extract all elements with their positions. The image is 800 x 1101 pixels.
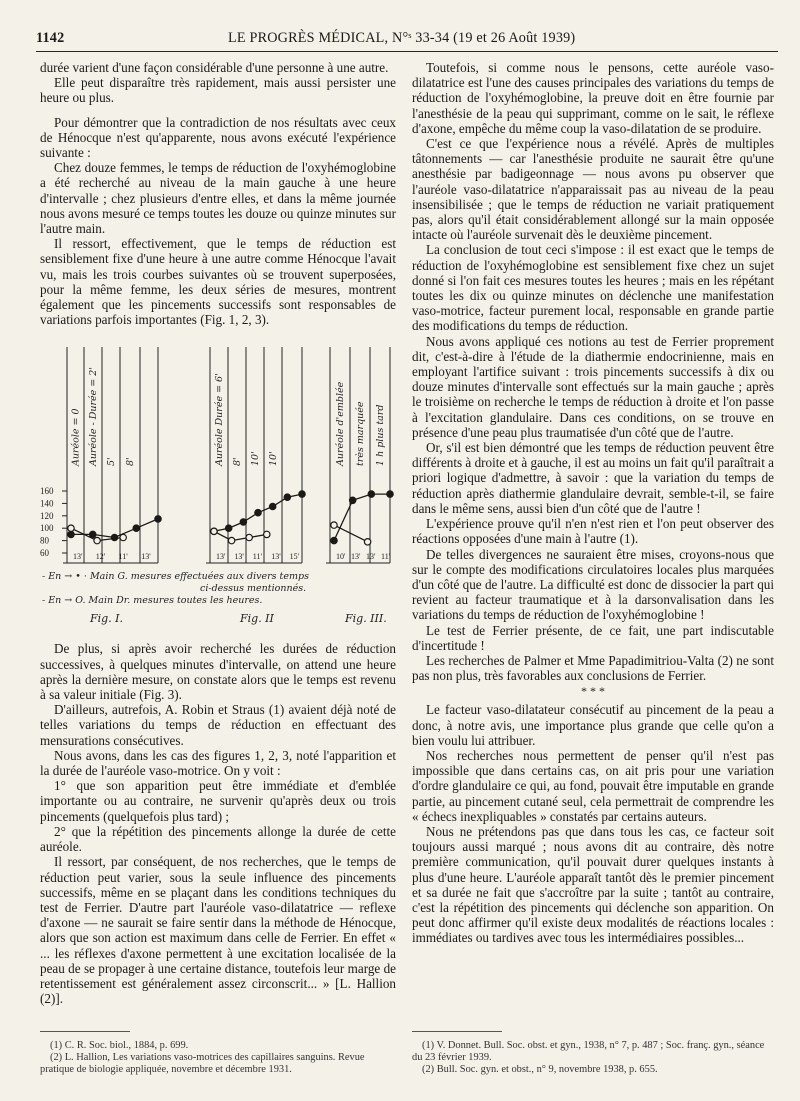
point-main-g (90, 532, 96, 538)
figure-annotation: très marquée (355, 401, 366, 467)
time-label: 13' (216, 552, 226, 562)
time-label: 13' (366, 552, 376, 562)
page-number: 1142 (36, 30, 65, 46)
paragraph: De telles divergences ne sauraient être mises, croyons-nous que sur le compte des modifications circulatoires locales plus marquées d'un côté que de l'autre. La difficulté est donc de dissocier la part qui revient au facteur traumatique et à la darsonvalisation dans les variations du temps de réduction de l'oxyhémoglobine ! (412, 546, 774, 623)
paragraph: Toutefois, si comme nous le pensons, cette auréole vaso-dilatatrice est l'une des causes principales des variations du temps de réduction de l'oxyhémoglobine, la preuve doit en être fournie par l'anesthésie de la peau qui supprimant, comme on le sait, le réflexe d'axone, empêche du même coup la vaso-dilatation de se produire. (412, 60, 774, 136)
legend-main-g: - En → • · Main G. mesures effectuées aux divers temps (42, 571, 309, 583)
point-main-dr (364, 539, 370, 545)
right-column (412, 60, 774, 946)
point-main-dr (68, 525, 74, 531)
journal-title: LE PROGRÈS MÉDICAL, N°ˢ 33-34 (19 et 26 Août 1939) (228, 30, 576, 46)
paragraph: Il ressort, effectivement, que le temps de réduction est sensiblement fixe d'une heure à une autre comme Hénocque l'avait vu, mais les trois courbes suivantes où se trouvent superposées, pour la même femme, les deux séries de mesures, montrent également que les pincements successifs sont responsables de variations parfois importantes (Fig. 1, 2, 3). (40, 236, 396, 328)
paragraph: D'ailleurs, autrefois, A. Robin et Straus (1) avaient déjà noté de telles variations du temps de réduction en effectuant des mensurations consécutives. (40, 702, 396, 748)
point-main-g (299, 491, 305, 497)
time-label: 11' (381, 552, 391, 562)
section-separator: * * * (581, 684, 605, 699)
point-main-dr (228, 538, 234, 544)
figure-annotation: 1 h plus tard (375, 405, 386, 467)
point-main-g (240, 519, 246, 525)
time-label: 13' (351, 552, 361, 562)
paragraph: Nous ne prétendons pas que dans tous les cas, ce facteur soit toujours aussi marqué ; nous avons dit au contraire, dès notre première communication, qu'il pouvait durer quelques instants à plus d'une heure. L'auréole apparaît tantôt dès le premier pincement et sa durée ne fait que s'accroître par la suite ; tantôt au contraire, c'est la répétition des pincements qui déclenche son apparition. On peut donc affirmer qu'il existe deux modalités de réactions locales : immédiates ou tardives avec tous les intermédiaires possibles... (412, 823, 774, 946)
footnotes-left (40, 1040, 390, 1076)
point-main-g (111, 535, 117, 541)
footnote: (1) V. Donnet. Bull. Soc. obst. et gyn., 1938, n° 7, p. 487 ; Soc. franç. gyn., séance du 23 février 1939. (412, 1040, 765, 1063)
point-main-g (368, 491, 374, 497)
point-main-g (255, 510, 261, 516)
series-line (334, 495, 390, 541)
y-tick-label: 80 (40, 536, 49, 547)
paragraph: 2° que la répétition des pincements allonge la durée de cette auréole. (40, 823, 396, 855)
point-main-dr (211, 529, 217, 535)
point-main-dr (120, 535, 126, 541)
paragraph: Chez douze femmes, le temps de réduction de l'oxyhémoglobine a été recherché au niveau de la main gauche à une heure d'intervalle ; chez plusieurs d'entre elles, et dans la même journée nous avons mesuré ce temps toutes les douze ou quinze minutes sur l'autre main. (40, 160, 396, 237)
point-main-g (349, 498, 355, 504)
point-main-g (68, 532, 74, 538)
paragraph: Les recherches de Palmer et Mme Papadimitriou-Valta (2) ne sont pas non plus, très favorables aux conclusions de Ferrier. (412, 652, 774, 684)
point-main-g (284, 494, 290, 500)
paragraph: Nous avons appliqué ces notions au test de Ferrier proprement dit, c'est-à-dire à l'étude de la diathermie endocrinienne, mais en employant l'artifice suivant : trois pincements successifs à dix ou douze minutes d'intervalle sont effectués sur la main gauche ; après le troisième on recherche le temps de réduction à droite et l'on passe à l'excitation glandulaire. Dans ces conditions, on se trouve en présence d'une peau plus traumatisée d'un côté que de l'autre. (412, 333, 774, 440)
figure-annotation: 10' (268, 451, 279, 467)
footnote-rule-left (40, 1031, 130, 1032)
paragraph: La conclusion de tout ceci s'impose : il est exact que le temps de réduction de l'oxyhémoglobine est sensiblement fixe chez un sujet donné si l'on fait ces mesures toutes les heures ; mais en les répétant toutes les dix ou quinze minutes on déclenche une manifestation vaso-motrice, facteur purement local, responsable en grande partie des modifications du temps de réduction. (412, 242, 774, 334)
figure-annotation: 5' (106, 457, 117, 467)
point-main-dr (94, 538, 100, 544)
paragraph: 1° que son apparition peut être immédiate et d'emblée importante ou au contraire, ne survenir qu'après deux ou trois pincements (quelquefois plus tard) ; (40, 778, 396, 824)
paragraph: Elle peut disparaître très rapidement, mais aussi persister une heure ou plus. (40, 75, 396, 106)
time-label: 13' (73, 552, 83, 562)
y-tick-label: 60 (40, 548, 49, 559)
paragraph: Il ressort, par conséquent, de nos recherches, que le temps de réduction peut varier, sous la seule influence des pincements successifs, même en se plaçant dans les conditions techniques du test de Ferrier. D'autre part l'auréole vaso-dilatatrice — reflexe d'axone — ne saurait se faire sentir dans la méthode de Hénocque, alors que son action est maximum dans celle de Ferrier. En effet « ... les réflexes d'axone permettent à une excitation localisée de la peau de se propager à une certaine distance, toutefois leur marge de retentissement est généralement assez circonscrit... » [L. Hallion (2)]. (40, 854, 396, 1007)
paragraph: Le test de Ferrier présente, de ce fait, une part indiscutable d'incertitude ! (412, 622, 774, 653)
figure-annotation: 10' (250, 451, 261, 467)
figure-annotation: Auréole - Durée = 2' (88, 367, 99, 467)
paragraph: De plus, si après avoir recherché les durées de réduction successives, à quelques minutes d'intervalle, on attend une heure après la dernière mesure, on constate alors que le temps est revenu à sa valeur initiale (Fig. 3). (40, 641, 396, 703)
time-label: 15' (289, 552, 300, 562)
time-label: 10' (336, 552, 346, 562)
paragraph: Nos recherches nous permettent de penser qu'il n'est pas impossible que dans certains cas, on ait pris pour une variation d'ordre glandulaire ce qui, au fond, pouvait être imputable en grande partie, au pincement cutané seul, cela permettrait de comprendre les « échecs inexpliquables » constatés par certains auteurs. (412, 747, 774, 824)
point-main-g (225, 525, 231, 531)
figure-caption: Fig. III. (345, 612, 387, 626)
legend-main-g-cont: ci-dessus mentionnés. (200, 583, 307, 595)
paragraph: Pour démontrer que la contradiction de nos résultats avec ceux de Hénocque n'est qu'apparente, nous avons exécuté l'expérience suivante : (40, 114, 396, 161)
figure-annotation: Auréole = 0 (70, 408, 82, 467)
point-main-g (155, 516, 161, 522)
paragraph: Le facteur vaso-dilatateur consécutif au pincement de la peau a donc, à notre avis, une importance plus grande que celle qu'on a bien voulu lui attribuer. (412, 702, 774, 748)
figure-annotation: Auréole Durée = 6' (214, 373, 225, 467)
footnotes-right (412, 1040, 774, 1076)
time-label: 13' (271, 552, 281, 562)
legend-main-dr: - En → O. Main Dr. mesures toutes les heures. (42, 595, 263, 607)
y-tick-label: 160 (40, 486, 54, 497)
figure-annotation: Auréole d'emblée (335, 382, 346, 467)
point-main-g (387, 491, 393, 497)
time-label: 13' (234, 552, 244, 562)
footnote: (2) Bull. Soc. gyn. et obst., n° 9, novembre 1938, p. 655. (422, 1064, 658, 1075)
running-header (36, 30, 778, 50)
figure-svg (40, 341, 396, 631)
left-column (40, 60, 396, 1006)
time-label: 11' (118, 552, 128, 562)
y-tick-label: 120 (40, 511, 54, 522)
figure-annotation: 8' (232, 457, 243, 467)
paragraph: durée varient d'une façon considérable d'une personne à une autre. (40, 60, 389, 75)
point-main-g (269, 504, 275, 510)
time-label: 11' (252, 552, 262, 562)
paragraph: C'est ce que l'expérience nous a révélé. Après de multiples tâtonnements — car l'anesthésie produite ne saurait être qu'une anesthésie par badigeonnage — nous avons pu observer que l'auréole vaso-dilatatrice n'apparaissait pas au niveau de la peau insensibilisée ; que le temps de réduction ne variait pratiquement pas, alors qu'il était considérablement allongé sur la main opposée intacte où l'auréole survenait dès le deuxième pincement. (412, 136, 774, 243)
series-line (214, 532, 267, 541)
figure-caption: Fig. II (240, 612, 274, 626)
footnote-rule-right (412, 1031, 502, 1032)
y-tick-label: 140 (40, 498, 54, 509)
figure-caption: Fig. I. (90, 612, 124, 626)
point-main-g (331, 538, 337, 544)
footnote: (1) C. R. Soc. biol., 1884, p. 699. (50, 1040, 189, 1051)
figure-curves (40, 341, 396, 631)
time-label: 12' (95, 552, 106, 562)
figure-annotation: 8' (125, 457, 136, 467)
point-main-dr (264, 532, 270, 538)
point-main-dr (246, 535, 252, 541)
point-main-g (133, 525, 139, 531)
paragraph: Nous avons, dans les cas des figures 1, 2, 3, noté l'apparition et la durée de l'auréole vaso-motrice. On y voit : (40, 747, 396, 779)
paragraph: Or, s'il est bien démontré que les temps de réduction peuvent être différents à droite et à gauche, il est au moins un fait qu'il paraîtrait a priori logique d'admettre, à savoir : que la variation du temps de réduction après diathermie glandulaire devrait, semble-t-il, se faire dans le même sens, aussi bien d'un côté que de l'autre ! (412, 440, 774, 516)
y-tick-label: 100 (40, 523, 54, 534)
footnote: (2) L. Hallion, Les variations vaso-motrices des capillaires sanguins. Revue pratique de biologie appliquée, novembre et décembre 1931. (40, 1052, 365, 1075)
paragraph: L'expérience prouve qu'il n'en n'est rien et l'on peut observer des réactions opposées d'une main à l'autre (1). (412, 516, 774, 547)
header-rule (36, 51, 778, 52)
series-line (334, 526, 368, 543)
point-main-dr (331, 522, 337, 528)
time-label: 13' (141, 552, 151, 562)
